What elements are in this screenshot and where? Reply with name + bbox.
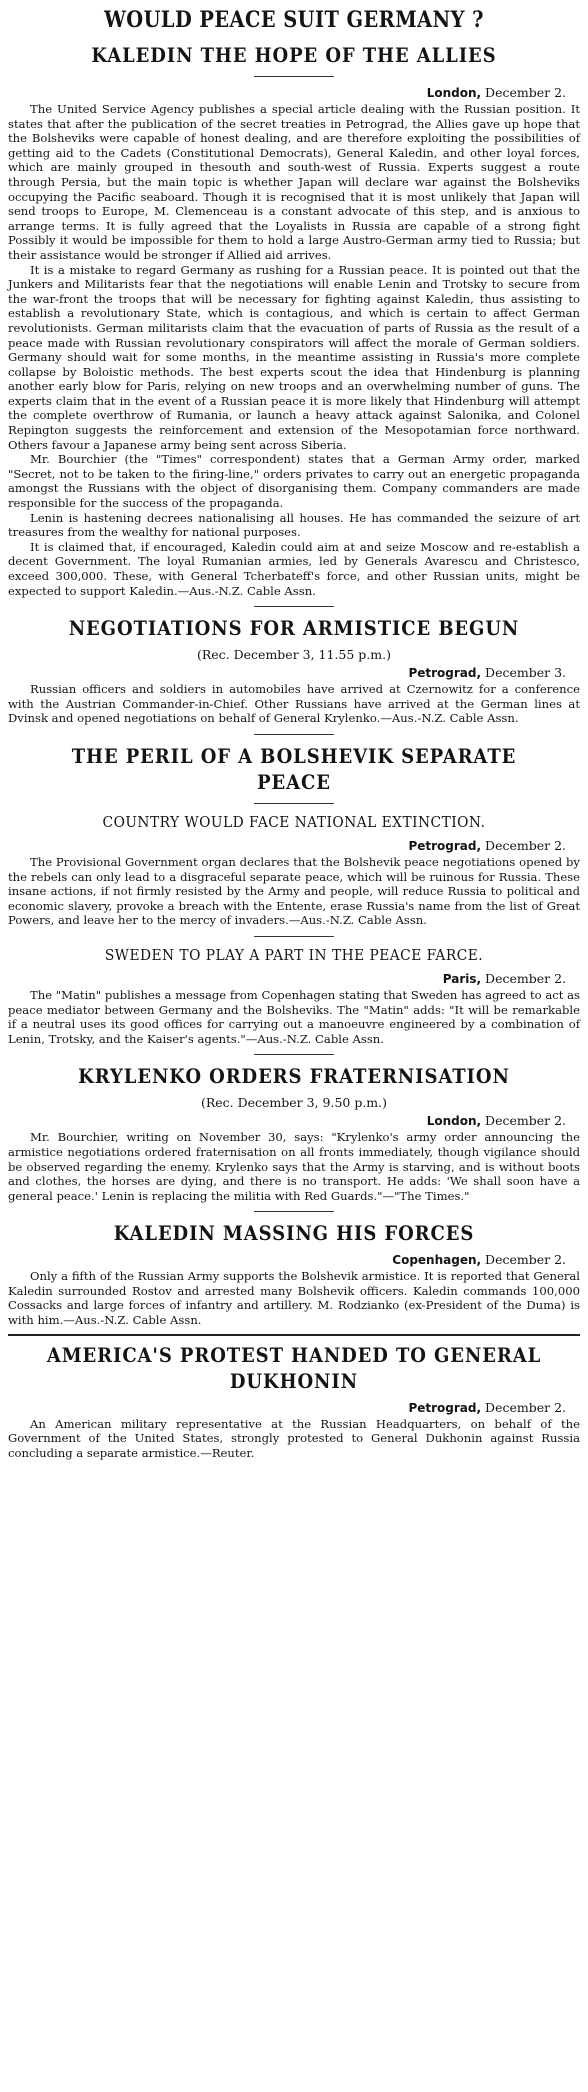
- dateline-place: London,: [426, 86, 482, 100]
- article-headline: KALEDIN THE HOPE OF THE ALLIES: [91, 43, 497, 67]
- page-title: WOULD PEACE SUIT GERMANY ?: [104, 7, 484, 33]
- paragraph: Mr. Bourchier (the "Times" correspondent) states that a German Army order, marked "Secret, not to be taken to the firing-line," orders privates to carry out an energetic propaganda amongst the Russians with the object of disorganising them. Company commanders are made responsible for the success of the propaganda.: [8, 452, 580, 511]
- dateline-date: December 3.: [485, 665, 566, 681]
- dateline: [8, 1113, 566, 1129]
- dateline-place: Petrograd,: [408, 838, 482, 853]
- dateline: [8, 1252, 566, 1268]
- article-kaledin-hope: [8, 42, 580, 598]
- divider: [254, 606, 334, 607]
- dateline: [8, 1400, 566, 1416]
- article-bolshevik-peril: [8, 743, 580, 928]
- paragraph: The "Matin" publishes a message from Copenhagen stating that Sweden has agreed to act as peace mediator between Germany and the Bolsheviks. The "Matin" adds: "It will be remarkable if a neutral uses its good offices for carrying out a manoeuvre engineered by a combination of Lenin, Trotsky, and the Kaiser's agents."—Aus.-N.Z. Cable Assn.: [8, 987, 580, 1046]
- article-subhead: COUNTRY WOULD FACE NATIONAL EXTINCTION.: [102, 812, 486, 831]
- paragraph: Only a fifth of the Russian Army supports the Bolshevik armistice. It is reported that General Kaledin surrounded Rostov and arrested many Bolshevik officers. Kaledin commands 100,000 Cossacks and large forces of infantry and artillery. M. Rodzianko (ex-President of the Duma) is with him.—Aus.-N.Z. Cable Assn.: [8, 1269, 580, 1328]
- divider: [254, 803, 334, 804]
- dateline-place: Petrograd,: [408, 1400, 482, 1415]
- dateline-date: December 2.: [485, 1252, 566, 1268]
- dateline-date: December 2.: [485, 837, 566, 853]
- article-krylenko-fraternisation: [8, 1063, 580, 1203]
- paragraph: It is claimed that, if encouraged, Kaledin could aim at and seize Moscow and re-establish a decent Government. The loyal Rumanian armies, led by Generals Avarescu and Christesco, exceed 300,000. These, with General Tcherbateff's force, and other Russian units, might be expected to support Kaledin.—Aus.-N.Z. Cable Assn.: [8, 539, 580, 598]
- article-headline: KRYLENKO ORDERS FRATERNISATION: [78, 1064, 510, 1089]
- divider: [254, 734, 334, 735]
- divider: [254, 1211, 334, 1212]
- received-time: (Rec. December 3, 11.55 p.m.): [197, 647, 391, 663]
- article-headline: KALEDIN MASSING HIS FORCES: [113, 1221, 475, 1246]
- paragraph: It is a mistake to regard Germany as rushing for a Russian peace. It is pointed out that the Junkers and Militarists fear that the negotiations will enable Lenin and Trotsky to secure from the war-front the troops that will be necessary for fighting against Kaledin, thus assisting to establish a revolutionary State, which is contagious, and which is certain to affect German revolutionists. German militarists claim that the evacuation of parts of Russia as the result of a peace made with Russian revolutionary conspirators will affect the morale of German soldiers. Germany should wait for some months, in the meantime assisting in Russia's more complete collapse by Boloistic methods. The best experts scout the idea that Hindenburg is planning another early blow for Paris, relying on new troops and an overwhelming number of guns. The experts claim that in the event of a Russian peace it is more likely that Hindenburg will attempt the complete overthrow of Rumania, or launch a heavy attack against Salonika, and Colonel Repington suggests the reinforcement and extension of the Mesopotamian force northward. Others favour a Japanese army being sent across Siberia.: [8, 262, 580, 452]
- paragraph: Russian officers and soldiers in automobiles have arrived at Czernowitz for a conference with the Austrian Commander-in-Chief. Other Russians have arrived at the German lines at Dvinsk and opened negotiations on behalf of General Krylenko.—Aus.-N.Z. Cable Assn.: [8, 682, 580, 726]
- article-armistice-negotiations: [8, 615, 580, 726]
- article-america-protest: [8, 1342, 580, 1461]
- paragraph: The Provisional Government organ declares that the Bolshevik peace negotiations opened by the rebels can only lead to a disgraceful separate peace, which will be ruinous for Russia. These insane actions, if not firmly resisted by the Army and people, will reduce Russia to political and economic slavery, provoke a breach with the Entente, erase Russia's name from the list of Great Powers, and leave her to the mercy of invaders.—Aus.-N.Z. Cable Assn.: [8, 854, 580, 928]
- dateline: [8, 971, 566, 987]
- divider: [254, 936, 334, 937]
- divider: [8, 1334, 580, 1336]
- dateline: [8, 665, 566, 681]
- dateline: [8, 838, 566, 854]
- dateline-date: December 2.: [485, 1399, 566, 1415]
- divider: [254, 76, 334, 77]
- article-sweden-peace: [8, 945, 580, 1046]
- dateline-place: London,: [426, 1114, 482, 1129]
- paragraph: Lenin is hastening decrees nationalising all houses. He has commanded the seizure of art treasures from the wealthy for national purposes.: [8, 510, 580, 540]
- article-headline: THE PERIL OF A BOLSHEVIK SEPARATE PEACE: [71, 743, 517, 794]
- dateline: [8, 85, 566, 101]
- paragraph: An American military representative at the Russian Headquarters, on behalf of the Government of the United States, strongly protested to General Dukhonin against Russia concluding a separate armistice.—Reuter.: [8, 1416, 580, 1460]
- paragraph: The United Service Agency publishes a special article dealing with the Russian position. It states that after the publication of the secret treaties in Petrograd, the Allies gave up hope that the Bolsheviks were capable of honest dealing, and are therefore exploiting the possibilities of getting aid to the Cadets (Constitutional Democrats), General Kaledin, and other loyal forces, which are mainly grouped in thesouth and south-west of Russia. Experts suggest a route through Persia, but the main topic is whether Japan will declare war against the Bolsheviks occupying the Pacific seaboard. Though it is recognised that it is most unlikely that Japan will send troops to Europe, M. Clemenceau is a constant advocate of this step, and is anxious to arrange terms. It is fully agreed that the Loyalists in Russia are capable of a strong fight Possibly it would be impossible for them to hold a large Austro-German army tied to Russia; but their assistance would be stronger if Allied aid arrives.: [8, 102, 580, 262]
- dateline-place: Copenhagen,: [392, 1253, 482, 1268]
- article-headline: NEGOTIATIONS FOR ARMISTICE BEGUN: [68, 616, 520, 641]
- article-kaledin-massing: [8, 1220, 580, 1327]
- article-headline: AMERICA'S PROTEST HANDED TO GENERAL DUKHONIN: [46, 1342, 542, 1393]
- article-subhead: SWEDEN TO PLAY A PART IN THE PEACE FARCE.: [104, 945, 484, 964]
- received-time: (Rec. December 3, 9.50 p.m.): [200, 1095, 388, 1111]
- dateline-place: Petrograd,: [408, 666, 482, 681]
- dateline-date: December 2.: [485, 85, 566, 100]
- dateline-date: December 2.: [485, 970, 566, 986]
- divider: [254, 1054, 334, 1055]
- paragraph: Mr. Bourchier, writing on November 30, says: "Krylenko's army order announcing the armistice negotiations ordered fraternisation on all fronts immediately, though vigilance should be observed regarding the enemy. Krylenko says that the Army is starving, and is without boots and clothes, the horses are dying, and there is no transport. He adds: 'We shall soon have a general peace.' Lenin is replacing the militia with Red Guards."—"The Times.": [8, 1130, 580, 1203]
- dateline-date: December 2.: [485, 1113, 566, 1129]
- dateline-place: Paris,: [442, 971, 482, 986]
